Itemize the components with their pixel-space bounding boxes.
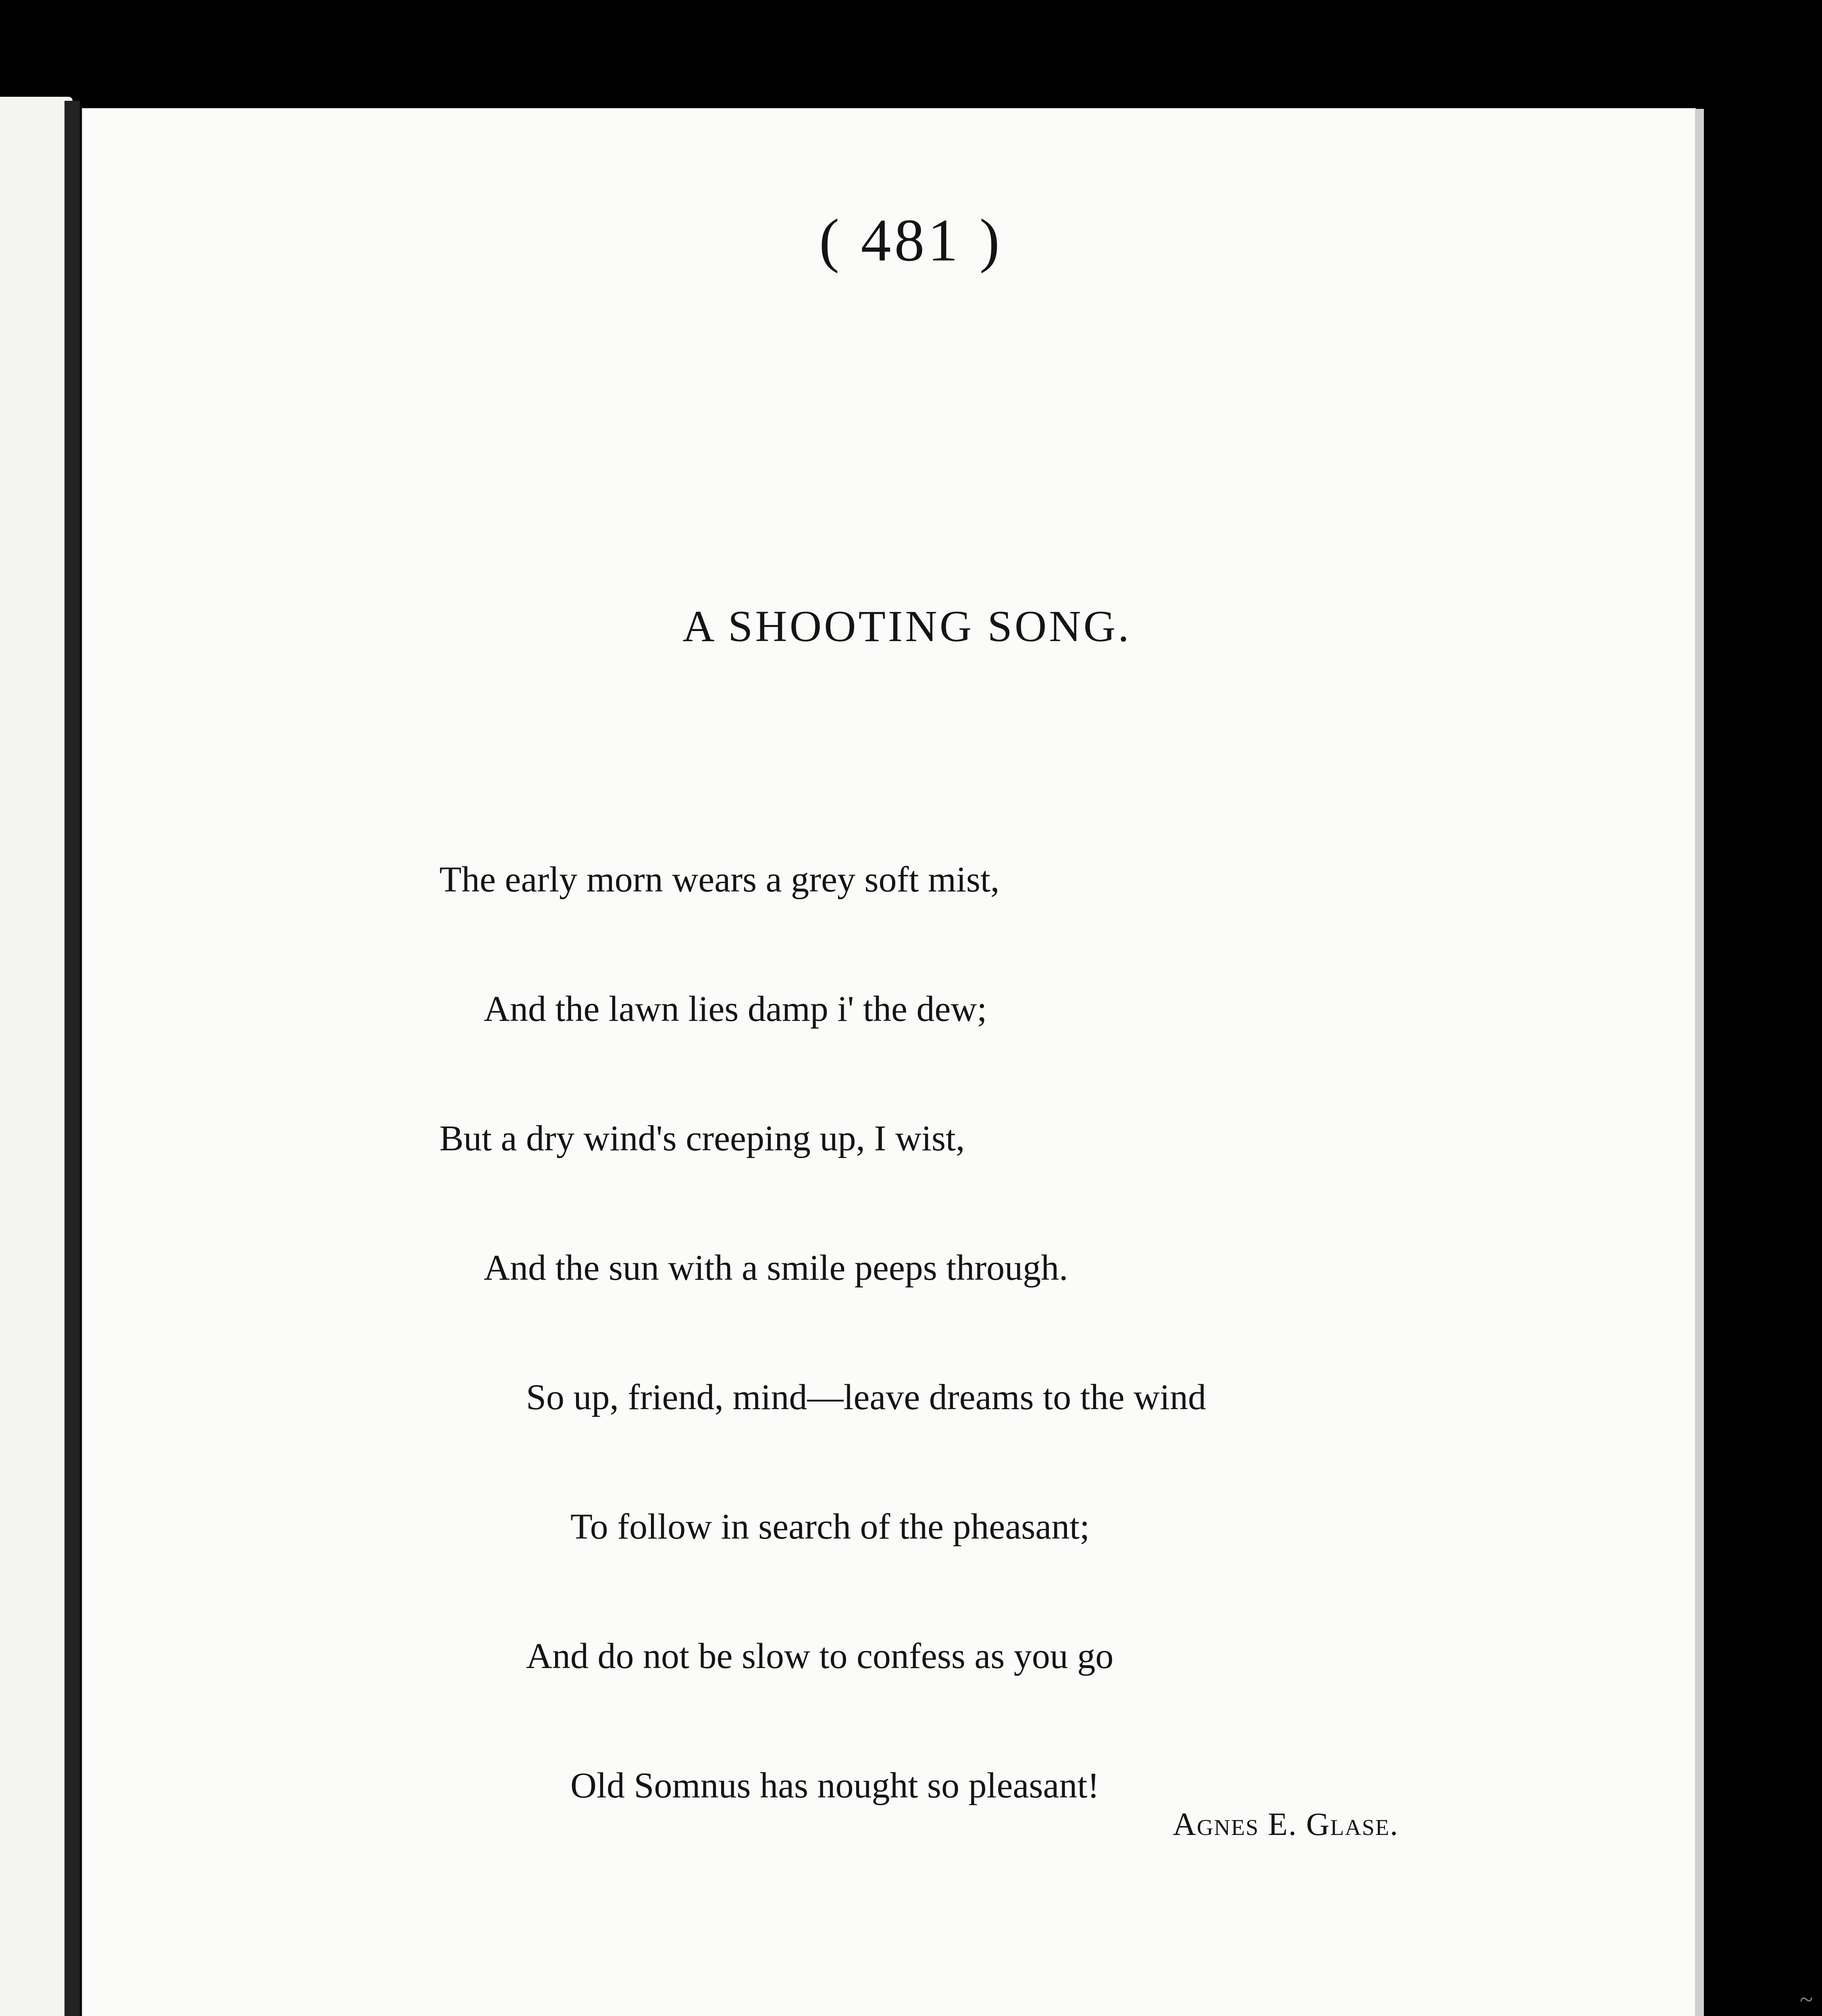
poem-title: A SHOOTING SONG. — [682, 602, 1131, 651]
stanza — [439, 772, 1206, 1893]
poem-line: The early morn wears a grey soft mist, — [439, 860, 1000, 900]
poem-line: Old Somnus has nought so pleasant! — [570, 1766, 1100, 1806]
poem-line: So up, friend, mind—leave dreams to the wind — [526, 1377, 1206, 1417]
poem-line: To follow in search of the pheasant; — [570, 1507, 1090, 1547]
poem-line: And do not be slow to confess as you go — [526, 1636, 1114, 1676]
margin-speck: ~ — [1800, 1986, 1813, 2013]
page-right-edge — [1695, 109, 1704, 2016]
stanza-gap — [439, 1980, 1206, 2016]
author-signature: Agnes E. Glase. — [1173, 1807, 1399, 1842]
poem-line: And the sun with a smile peeps through. — [484, 1248, 1068, 1288]
poem-line: And the lawn lies damp i' the dew; — [484, 989, 987, 1029]
book-gutter — [64, 101, 80, 2016]
page-number: ( 481 ) — [819, 207, 1003, 274]
previous-page-edge — [0, 97, 73, 2016]
poem-line: But a dry wind's creeping up, I wist, — [439, 1118, 965, 1158]
